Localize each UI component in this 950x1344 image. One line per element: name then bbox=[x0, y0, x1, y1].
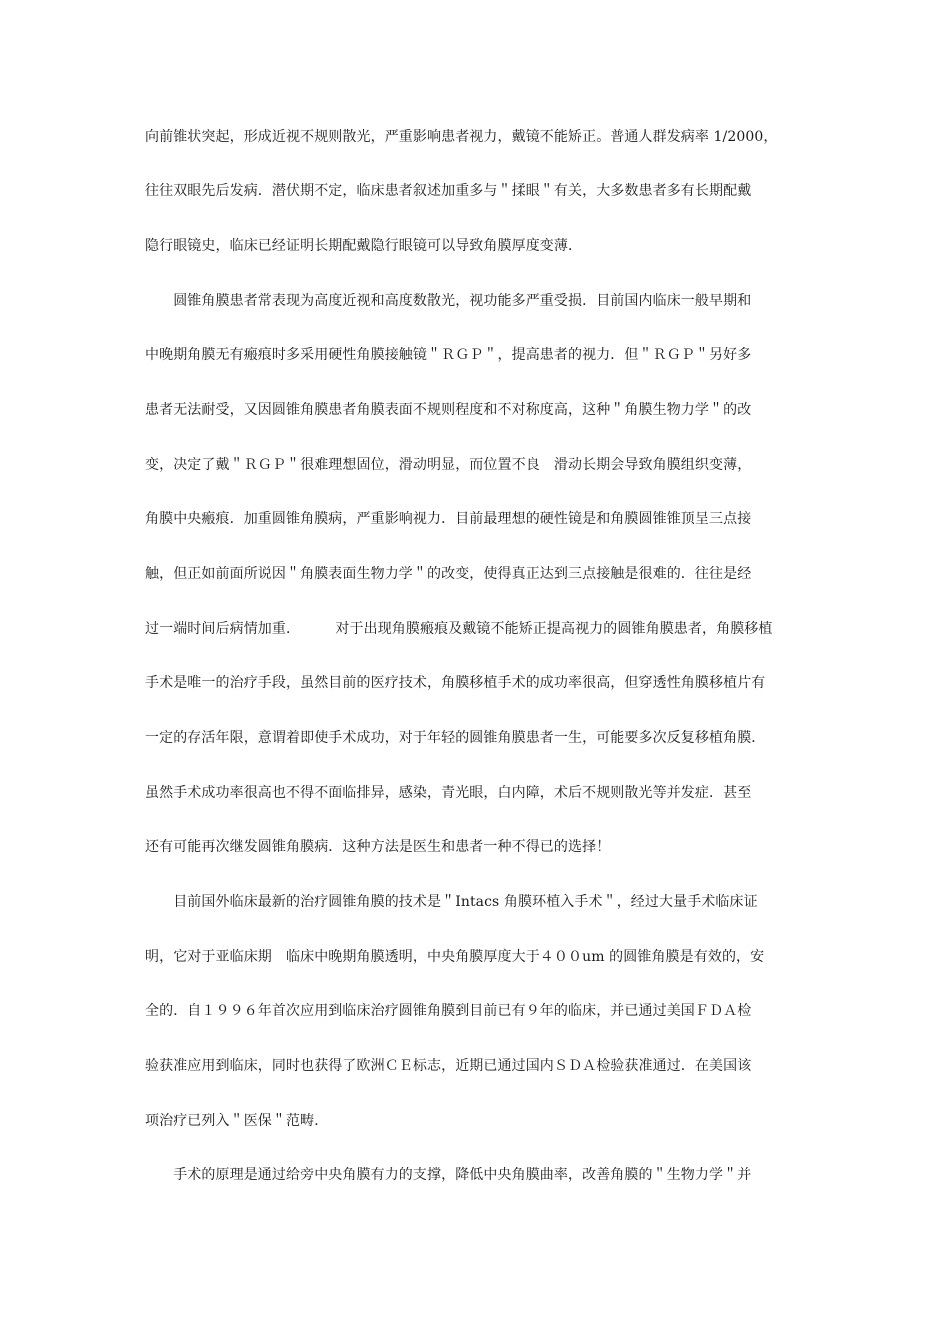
text-line: 目前国外临床最新的治疗圆锥角膜的技术是＂Intacs 角膜环植入手术＂，经过大量手术临床证 bbox=[145, 894, 758, 910]
text-line: 过一端时间后病情加重． 对于出现角膜瘢痕及戴镜不能矫正提高视力的圆锥角膜患者，角膜移植 bbox=[145, 621, 773, 637]
text-line: 手术是唯一的治疗手段，虽然目前的医疗技术，角膜移植手术的成功率很高，但穿透性角膜移植片有 bbox=[145, 675, 766, 691]
text-line: 患者无法耐受，又因圆锥角膜患者角膜表面不规则程度和不对称度高，这种＂角膜生物力学＂的改 bbox=[145, 402, 752, 418]
text-line: 虽然手术成功率很高也不得不面临排异，感染，青光眼，白内障，术后不规则散光等并发症．甚至 bbox=[145, 785, 752, 801]
text-line: 角膜中央瘢痕．加重圆锥角膜病，严重影响视力．目前最理想的硬性镜是和角膜圆锥锥顶呈三点接 bbox=[145, 511, 752, 527]
text-line: 项治疗已列入＂医保＂范畴． bbox=[145, 1113, 329, 1129]
text-line: 往往双眼先后发病．潜伏期不定，临床患者叙述加重多与＂揉眼＂有关，大多数患者多有长期配戴 bbox=[145, 183, 752, 199]
text-line: 圆锥角膜患者常表现为高度近视和高度数散光，视功能多严重受损．目前国内临床一般早期和 bbox=[145, 293, 752, 309]
text-line: 向前锥状突起，形成近视不规则散光，严重影响患者视力，戴镜不能矫正。普通人群发病率 1/2000， bbox=[145, 129, 778, 145]
text-line: 一定的存活年限，意谓着即使手术成功，对于年轻的圆锥角膜患者一生，可能要多次反复移植角膜． bbox=[145, 730, 766, 746]
text-line: 验获准应用到临床，同时也获得了欧洲ＣＥ标志，近期已通过国内ＳＤＡ检验获准通过．在美国该 bbox=[145, 1058, 752, 1074]
text-line: 还有可能再次继发圆锥角膜病．这种方法是医生和患者一种不得已的选择！ bbox=[145, 839, 611, 855]
text-line: 变，决定了戴＂ＲＧＰ＂很难理想固位，滑动明显，而位置不良 滑动长期会导致角膜组织变薄， bbox=[145, 457, 752, 473]
text-line: 明，它对于亚临床期 临床中晚期角膜透明，中央角膜厚度大于４００um 的圆锥角膜是有效的，安 bbox=[145, 949, 765, 965]
text-line: 手术的原理是通过给旁中央角膜有力的支撑，降低中央角膜曲率，改善角膜的＂生物力学＂并 bbox=[145, 1167, 752, 1183]
text-line: 中晚期角膜无有瘢痕时多采用硬性角膜接触镜＂ＲＧＰ＂，提高患者的视力．但＂ＲＧＰ＂另好多 bbox=[145, 347, 752, 363]
text-line: 隐行眼镜史，临床已经证明长期配戴隐行眼镜可以导致角膜厚度变薄． bbox=[145, 238, 583, 254]
text-line: 全的．自１９９６年首次应用到临床治疗圆锥角膜到目前已有９年的临床，并已通过美国ＦＤＡ检 bbox=[145, 1003, 752, 1019]
text-line: 触，但正如前面所说因＂角膜表面生物力学＂的改变，使得真正达到三点接触是很难的．往往是经 bbox=[145, 566, 752, 582]
